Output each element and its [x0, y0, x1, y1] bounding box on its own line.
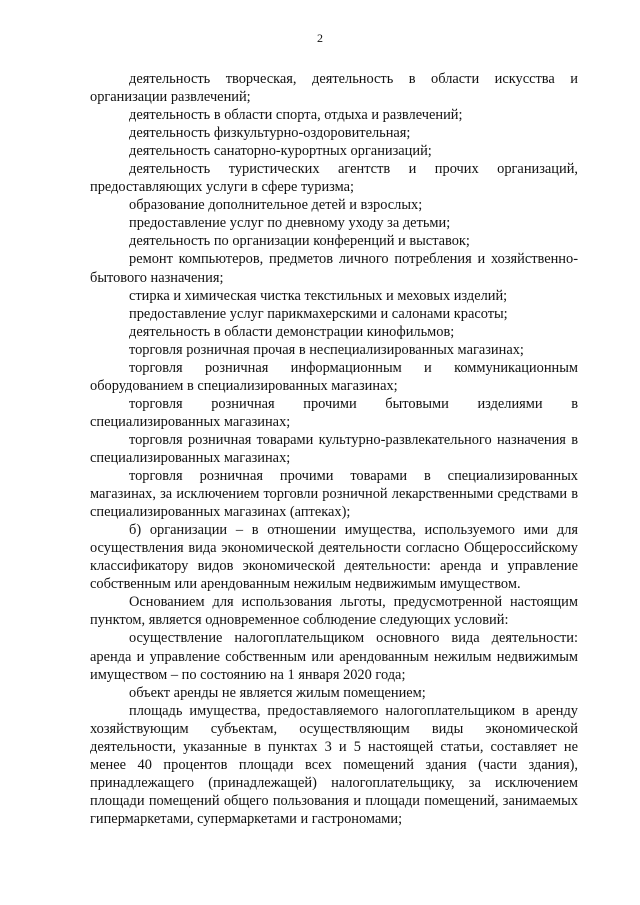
paragraph: предоставление услуг парикмахерскими и салонами красоты;: [129, 305, 508, 322]
page-number: 2: [317, 31, 323, 45]
paragraph: торговля розничная прочая в неспециализированных магазинах;: [129, 341, 524, 358]
paragraph: Основанием для использования льготы, предусмотренной настоящим пунктом, является одновременное соблюдение следующих условий:: [90, 594, 578, 629]
paragraph: объект аренды не является жилым помещением;: [129, 684, 426, 701]
paragraph: торговля розничная прочими бытовыми изделиями в специализированных магазинах;: [90, 395, 578, 430]
paragraph: осуществление налогоплательщиком основного вида деятельности: аренда и управление собственным или арендованным нежилым недвижимым имуществом – по состоянию на 1 января 2020 года;: [90, 630, 578, 683]
paragraph: торговля розничная товарами культурно-развлекательного назначения в специализированных магазинах;: [90, 431, 578, 466]
paragraph: деятельность физкультурно-оздоровительная;: [129, 125, 411, 142]
paragraph: деятельность в области демонстрации кинофильмов;: [129, 323, 455, 340]
paragraph: торговля розничная информационным и коммуникационным оборудованием в специализированных магазинах;: [90, 359, 578, 394]
paragraph: б) организации – в отношении имущества, используемого ими для осуществления вида экономической деятельности согласно Общероссийскому классификатору видов экономической деятельности: аренда и управление собственным или арендованным нежилым недвижимым имуществом.: [90, 522, 578, 593]
paragraph: стирка и химическая чистка текстильных и меховых изделий;: [129, 287, 508, 304]
paragraph: торговля розничная прочими товарами в специализированных магазинах, за исключением торговли розничной лекарственными средствами в специализированных магазинах (аптеках);: [90, 468, 578, 521]
paragraph: деятельность туристических агентств и прочих организаций, предоставляющих услуги в сфере туризма;: [90, 161, 578, 196]
paragraph: площадь имущества, предоставляемого налогоплательщиком в аренду хозяйствующим субъектам, осуществляющим виды экономической деятельности, указанные в пунктах 3 и 5 настоящей статьи, составляет не менее 40 процентов площади всех помещений здания (части здания), принадлежащего (принадлежащей) налогоплательщику, за исключением площади помещений общего пользования и площади помещений, занимаемых гипермаркетами, супермаркетами и гастрономами;: [90, 702, 578, 827]
paragraph: ремонт компьютеров, предметов личного потребления и хозяйственно-бытового назначения;: [90, 251, 578, 286]
paragraph: деятельность в области спорта, отдыха и развлечений;: [129, 107, 463, 124]
paragraph: деятельность по организации конференций и выставок;: [129, 233, 470, 250]
paragraph: предоставление услуг по дневному уходу за детьми;: [129, 215, 451, 232]
document-body: [90, 70, 578, 828]
paragraph: образование дополнительное детей и взрослых;: [129, 197, 423, 214]
paragraph: деятельность творческая, деятельность в области искусства и организации развлечений;: [90, 71, 578, 106]
paragraph: деятельность санаторно-курортных организаций;: [129, 143, 432, 160]
